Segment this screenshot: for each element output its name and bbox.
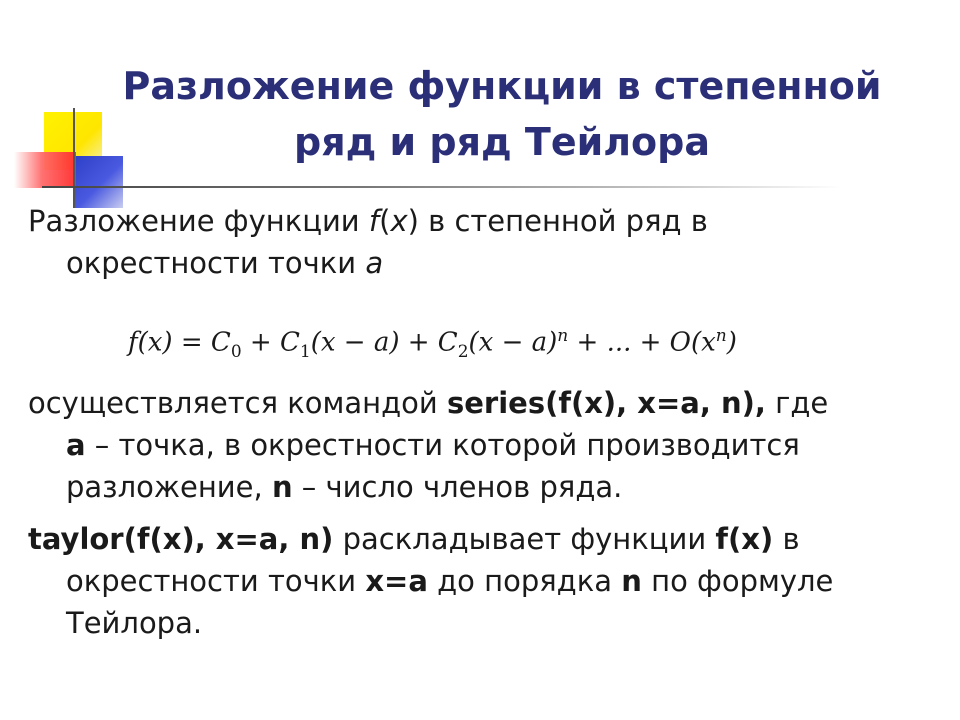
power-series-formula: $f(x) = C_0 + C_1(x - a) + C_2(x - a)^n$ + ... + $O(x^n)$ <box>128 326 737 362</box>
series-paragraph <box>28 382 948 508</box>
taylor-paragraph <box>28 518 948 644</box>
title-divider <box>42 186 842 188</box>
taylor-line-1: taylor(f(x), x=a, n) раскладывает функции f(x) в <box>28 522 800 556</box>
title-line-2: ряд и ряд Тейлора <box>294 120 710 164</box>
series-line-2: a – точка, в окрестности которой производится <box>66 428 800 462</box>
taylor-line-2: окрестности точки x=a до порядка n по формуле <box>66 564 834 598</box>
intro-line-1: Разложение функции f(x) в степенной ряд в <box>28 204 708 238</box>
taylor-line-3: Тейлора. <box>66 606 203 640</box>
series-line-1: осуществляется командой series(f(x), x=a, n), где <box>28 386 829 420</box>
series-line-3: разложение, n – число членов ряда. <box>66 470 623 504</box>
intro-line-2: окрестности точки a <box>66 246 384 280</box>
intro-paragraph <box>28 200 948 284</box>
slide-title <box>62 58 942 170</box>
title-line-1: Разложение функции в степенной <box>122 64 882 108</box>
